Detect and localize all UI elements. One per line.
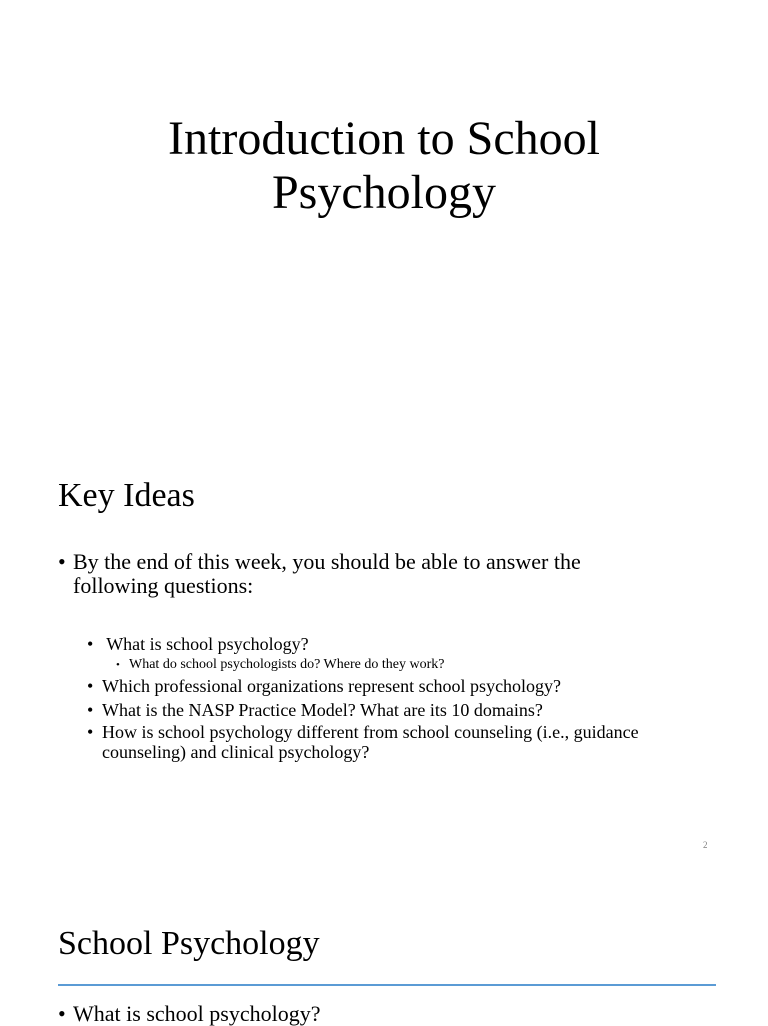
questions-list <box>87 632 667 762</box>
title-line-2: Psychology <box>271 166 496 219</box>
question-item <box>87 632 667 674</box>
question-text: What is school psychology? <box>106 634 309 654</box>
intro-line-1: By the end of this week, you should be able to answer the <box>73 549 581 574</box>
key-ideas-slide <box>0 432 768 864</box>
intro-bullet <box>58 550 698 598</box>
content-bullet <box>58 1002 698 1026</box>
question-text: How is school psychology different from school counseling (i.e., guidance counseling) and clinical psychology? <box>102 722 639 762</box>
question-item <box>87 722 667 762</box>
content-list <box>58 1002 698 1026</box>
page-number: 2 <box>703 840 708 850</box>
intro-list <box>58 550 698 598</box>
slide-heading: Key Ideas <box>58 477 195 514</box>
title-line-1: Introduction to School <box>168 112 600 165</box>
question-text: Which professional organizations represent school psychology? <box>102 676 562 696</box>
title-slide <box>0 0 768 432</box>
question-text: What is the NASP Practice Model? What are its 10 domains? <box>102 700 543 720</box>
sub-question-text: What do school psychologists do? Where do they work? <box>129 657 445 672</box>
slide-heading: School Psychology <box>58 925 320 962</box>
school-psychology-slide <box>0 864 768 1024</box>
question-item <box>87 674 667 698</box>
presentation-title <box>0 112 768 220</box>
sub-question-list <box>116 656 667 674</box>
question-item <box>87 698 667 722</box>
sub-question-item <box>116 656 667 674</box>
heading-divider <box>58 984 716 986</box>
intro-line-2: following questions: <box>73 573 254 598</box>
bullet-text: What is school psychology? <box>73 1001 321 1026</box>
